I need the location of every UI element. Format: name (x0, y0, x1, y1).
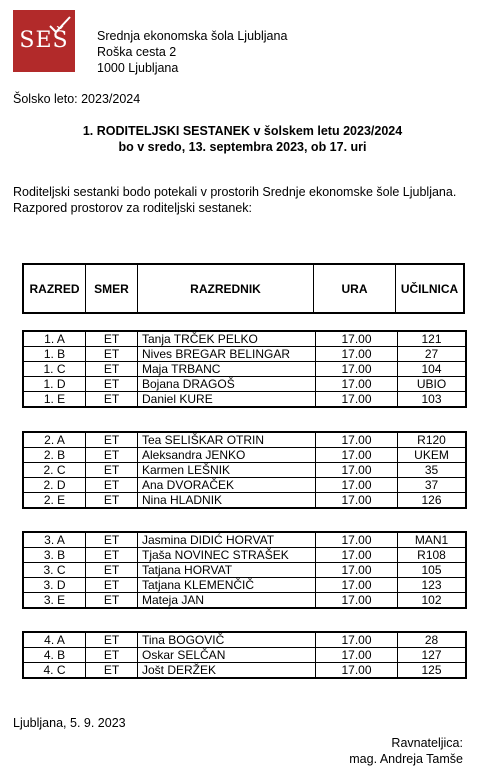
table-row (23, 392, 466, 408)
teacher-cell: Ana DVORAČEK (138, 478, 316, 493)
intro-line-1: Roditeljski sestanki bodo potekali v prostorih Srednje ekonomske šole Ljubljana. (13, 185, 457, 199)
class-cell: 2. B (23, 448, 86, 463)
class-cell: 1. B (23, 347, 86, 362)
teacher-cell: Tanja TRČEK PELKO (138, 331, 316, 347)
teacher-cell: Tatjana HORVAT (138, 563, 316, 578)
school-street: Roška cesta 2 (97, 45, 177, 59)
program-cell: ET (86, 548, 138, 563)
teacher-cell: Tea SELIŠKAR OTRIN (138, 432, 316, 448)
class-cell: 3. A (23, 532, 86, 548)
program-cell: ET (86, 578, 138, 593)
program-cell: ET (86, 563, 138, 578)
time-cell: 17.00 (316, 593, 398, 609)
program-cell: ET (86, 448, 138, 463)
school-address (97, 28, 287, 76)
class-group-2 (22, 431, 467, 509)
teacher-cell: Jošt DERŽEK (138, 663, 316, 679)
table-row (23, 648, 466, 663)
time-cell: 17.00 (316, 377, 398, 392)
time-cell: 17.00 (316, 347, 398, 362)
program-cell: ET (86, 392, 138, 408)
class-cell: 1. C (23, 362, 86, 377)
program-cell: ET (86, 593, 138, 609)
class-cell: 2. D (23, 478, 86, 493)
teacher-cell: Tina BOGOVIČ (138, 632, 316, 648)
room-cell: 127 (398, 648, 467, 663)
table-row (23, 377, 466, 392)
header-smer: SMER (86, 264, 138, 313)
title-line-2: bo v sredo, 13. septembra 2023, ob 17. uri (118, 140, 367, 154)
program-cell: ET (86, 663, 138, 679)
room-cell: UKEM (398, 448, 467, 463)
time-cell: 17.00 (316, 463, 398, 478)
room-cell: 37 (398, 478, 467, 493)
program-cell: ET (86, 648, 138, 663)
time-cell: 17.00 (316, 632, 398, 648)
class-cell: 4. C (23, 663, 86, 679)
teacher-cell: Aleksandra JENKO (138, 448, 316, 463)
intro-text (13, 185, 463, 216)
class-group-4 (22, 631, 467, 679)
table-row (23, 532, 466, 548)
class-cell: 4. B (23, 648, 86, 663)
program-cell: ET (86, 377, 138, 392)
table-row (23, 448, 466, 463)
teacher-cell: Mateja JAN (138, 593, 316, 609)
schedule-header-table (22, 263, 465, 314)
room-cell: 102 (398, 593, 467, 609)
table-row (23, 463, 466, 478)
time-cell: 17.00 (316, 432, 398, 448)
table-row (23, 432, 466, 448)
table-row (23, 331, 466, 347)
room-cell: R120 (398, 432, 467, 448)
table-row (23, 632, 466, 648)
teacher-cell: Tatjana KLEMENČIČ (138, 578, 316, 593)
document-title (0, 123, 485, 155)
program-cell: ET (86, 463, 138, 478)
table-row (23, 548, 466, 563)
table-row (23, 563, 466, 578)
program-cell: ET (86, 362, 138, 377)
title-line-1: 1. RODITELJSKI SESTANEK v šolskem letu 2023/2024 (82, 124, 403, 138)
class-cell: 1. D (23, 377, 86, 392)
time-cell: 17.00 (316, 392, 398, 408)
class-cell: 3. D (23, 578, 86, 593)
time-cell: 17.00 (316, 331, 398, 347)
teacher-cell: Bojana DRAGOŠ (138, 377, 316, 392)
room-cell: 103 (398, 392, 467, 408)
class-cell: 2. A (23, 432, 86, 448)
teacher-cell: Nives BREGAR BELINGAR (138, 347, 316, 362)
table-row (23, 663, 466, 679)
teacher-cell: Karmen LEŠNIK (138, 463, 316, 478)
school-year: Šolsko leto: 2023/2024 (13, 92, 141, 106)
place-date: Ljubljana, 5. 9. 2023 (13, 716, 126, 730)
room-cell: R108 (398, 548, 467, 563)
room-cell: 123 (398, 578, 467, 593)
program-cell: ET (86, 347, 138, 362)
class-group-1 (22, 330, 467, 408)
room-cell: 27 (398, 347, 467, 362)
room-cell: UBIO (398, 377, 467, 392)
class-cell: 1. A (23, 331, 86, 347)
header-razrednik: RAZREDNIK (138, 264, 314, 313)
room-cell: 104 (398, 362, 467, 377)
time-cell: 17.00 (316, 648, 398, 663)
school-name: Srednja ekonomska šola Ljubljana (97, 29, 288, 43)
program-cell: ET (86, 493, 138, 509)
teacher-cell: Daniel KURE (138, 392, 316, 408)
teacher-cell: Tjaša NOVINEC STRAŠEK (138, 548, 316, 563)
time-cell: 17.00 (316, 448, 398, 463)
room-cell: 28 (398, 632, 467, 648)
table-row (23, 493, 466, 509)
table-row (23, 578, 466, 593)
school-logo (13, 10, 75, 72)
teacher-cell: Maja TRBANC (138, 362, 316, 377)
program-cell: ET (86, 331, 138, 347)
header-ucilnica: UČILNICA (396, 264, 465, 313)
table-row (23, 478, 466, 493)
class-cell: 2. C (23, 463, 86, 478)
room-cell: 105 (398, 563, 467, 578)
room-cell: 125 (398, 663, 467, 679)
logo-text: SEŠ (19, 28, 69, 53)
room-cell: 35 (398, 463, 467, 478)
time-cell: 17.00 (316, 548, 398, 563)
class-cell: 4. A (23, 632, 86, 648)
time-cell: 17.00 (316, 493, 398, 509)
teacher-cell: Nina HLADNIK (138, 493, 316, 509)
header-razred: RAZRED (23, 264, 86, 313)
teacher-cell: Oskar SELČAN (138, 648, 316, 663)
table-row (23, 362, 466, 377)
room-cell: 121 (398, 331, 467, 347)
table-row (23, 347, 466, 362)
school-city: 1000 Ljubljana (97, 61, 179, 75)
room-cell: 126 (398, 493, 467, 509)
class-cell: 3. B (23, 548, 86, 563)
class-cell: 3. E (23, 593, 86, 609)
program-cell: ET (86, 432, 138, 448)
program-cell: ET (86, 478, 138, 493)
program-cell: ET (86, 632, 138, 648)
header-ura: URA (314, 264, 396, 313)
program-cell: ET (86, 532, 138, 548)
room-cell: MAN1 (398, 532, 467, 548)
time-cell: 17.00 (316, 578, 398, 593)
header-row (23, 264, 464, 313)
signature-block (349, 735, 463, 767)
signature-name: mag. Andreja Tamše (349, 752, 463, 766)
teacher-cell: Jasmina DIDIĆ HORVAT (138, 532, 316, 548)
time-cell: 17.00 (316, 563, 398, 578)
signature-role: Ravnateljica: (391, 736, 463, 750)
intro-line-2: Razpored prostorov za roditeljski sestanek: (13, 200, 253, 215)
time-cell: 17.00 (316, 532, 398, 548)
class-cell: 3. C (23, 563, 86, 578)
class-cell: 2. E (23, 493, 86, 509)
class-group-3 (22, 531, 467, 609)
table-row (23, 593, 466, 609)
checkmark-icon (47, 14, 73, 36)
time-cell: 17.00 (316, 478, 398, 493)
class-cell: 1. E (23, 392, 86, 408)
time-cell: 17.00 (316, 663, 398, 679)
time-cell: 17.00 (316, 362, 398, 377)
